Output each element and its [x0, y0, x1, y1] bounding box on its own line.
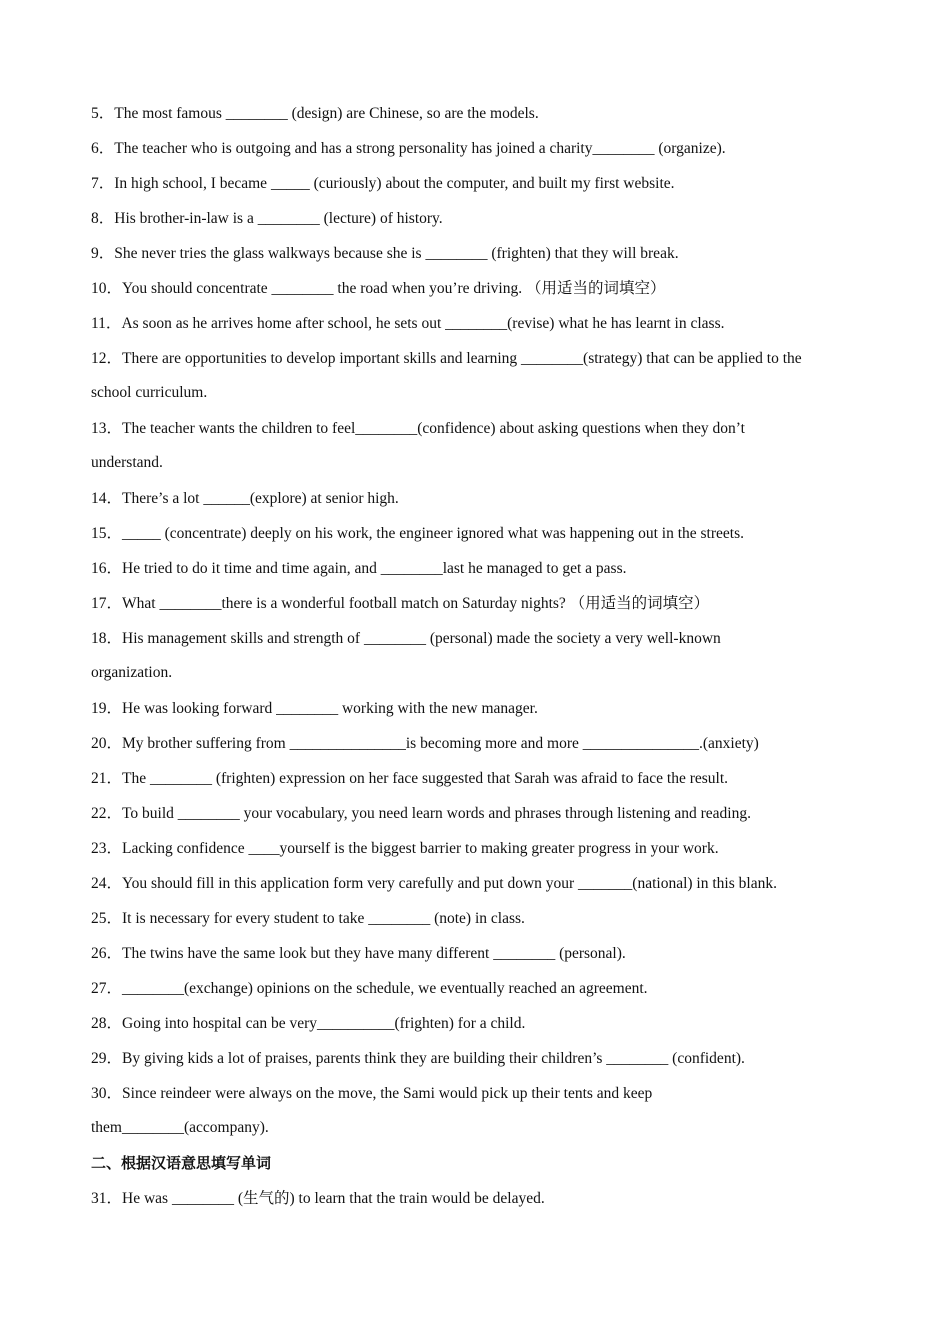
question-item [91, 341, 871, 376]
question-number: 15． [91, 525, 123, 542]
question-number: 7． [91, 175, 115, 192]
question-number: 30． [91, 1085, 123, 1102]
question-text: It is necessary for every student to take ________ (note) in class. [122, 910, 525, 927]
question-text: There’s a lot ______(explore) at senior high. [122, 490, 399, 507]
question-text: Going into hospital can be very__________(frighten) for a child. [122, 1015, 526, 1032]
question-item [91, 796, 871, 831]
question-continuation: school curriculum. [91, 384, 208, 401]
question-number: 24． [91, 875, 123, 892]
question-text: To build ________ your vocabulary, you need learn words and phrases through listening and reading. [122, 805, 751, 822]
question-number: 23． [91, 840, 123, 857]
question-number: 21． [91, 770, 123, 787]
question-number: 10． [91, 280, 123, 297]
question-item [91, 306, 871, 341]
question-item [91, 936, 871, 971]
question-number: 18． [91, 630, 123, 647]
question-text: His brother-in-law is a ________ (lecture) of history. [114, 210, 443, 227]
question-text: You should fill in this application form very carefully and put down your _______(national) in this blank. [122, 875, 777, 892]
question-text: ________(exchange) opinions on the schedule, we eventually reached an agreement. [122, 980, 648, 997]
question-item [91, 1006, 871, 1041]
question-item [91, 236, 871, 271]
question-item [91, 831, 871, 866]
question-number: 22． [91, 805, 123, 822]
question-item [91, 866, 871, 901]
question-item [91, 586, 871, 621]
question-continuation: them________(accompany). [91, 1119, 269, 1136]
question-item [91, 691, 871, 726]
question-item [91, 131, 871, 166]
question-item [91, 1076, 871, 1111]
question-continuation: organization. [91, 664, 173, 681]
question-number: 8． [91, 210, 115, 227]
question-text: There are opportunities to develop important skills and learning ________(strategy) that can be applied to the [122, 350, 802, 367]
question-item [91, 551, 871, 586]
question-item [91, 166, 871, 201]
question-item [91, 271, 871, 306]
question-text: She never tries the glass walkways because she is ________ (frighten) that they will break. [114, 245, 679, 262]
question-text: Since reindeer were always on the move, the Sami would pick up their tents and keep [122, 1085, 653, 1102]
question-text: You should concentrate ________ the road when you’re driving. （用适当的词填空） [122, 280, 666, 297]
question-item [91, 516, 871, 551]
question-text: As soon as he arrives home after school, he sets out ________(revise) what he has learnt in class. [121, 315, 725, 332]
section-heading: 二、根据汉语意思填写单词 [91, 1154, 272, 1172]
question-item [91, 1181, 871, 1216]
question-text: What ________there is a wonderful football match on Saturday nights? （用适当的词填空） [122, 595, 710, 612]
question-number: 25． [91, 910, 123, 927]
question-number: 9． [91, 245, 115, 262]
question-number: 27． [91, 980, 123, 997]
question-number: 11． [91, 315, 122, 332]
question-text: My brother suffering from _______________is becoming more and more _______________.(anxiety) [122, 735, 759, 752]
question-number: 19． [91, 700, 123, 717]
question-item [91, 1041, 871, 1076]
question-text: He was looking forward ________ working with the new manager. [122, 700, 538, 717]
question-text: He tried to do it time and time again, and ________last he managed to get a pass. [122, 560, 627, 577]
chinese-meaning-section [91, 1181, 871, 1216]
question-item [91, 971, 871, 1006]
question-item [91, 481, 871, 516]
question-text: His management skills and strength of ________ (personal) made the society a very well-known [122, 630, 721, 647]
question-number: 29． [91, 1050, 123, 1067]
question-item [91, 761, 871, 796]
question-item [91, 901, 871, 936]
question-continuation: understand. [91, 454, 163, 471]
question-number: 14． [91, 490, 123, 507]
question-number: 5． [91, 105, 115, 122]
question-text: _____ (concentrate) deeply on his work, the engineer ignored what was happening out in the streets. [122, 525, 744, 542]
question-text: The ________ (frighten) expression on her face suggested that Sarah was afraid to face the result. [122, 770, 729, 787]
worksheet-page [91, 96, 871, 1216]
question-number: 12． [91, 350, 123, 367]
question-text: Lacking confidence ____yourself is the biggest barrier to making greater progress in your work. [122, 840, 719, 857]
question-number: 16． [91, 560, 123, 577]
question-text: The teacher who is outgoing and has a strong personality has joined a charity________ (organize). [114, 140, 726, 157]
question-item [91, 726, 871, 761]
question-number: 31． [91, 1190, 123, 1207]
question-text: The most famous ________ (design) are Chinese, so are the models. [114, 105, 539, 122]
question-text: In high school, I became _____ (curiously) about the computer, and built my first website. [114, 175, 675, 192]
question-text: By giving kids a lot of praises, parents think they are building their children’s ________ (confident). [122, 1050, 745, 1067]
question-number: 6． [91, 140, 115, 157]
question-text: He was ________ (生气的) to learn that the train would be delayed. [122, 1190, 545, 1207]
question-number: 20． [91, 735, 123, 752]
question-item [91, 96, 871, 131]
question-number: 28． [91, 1015, 123, 1032]
question-number: 17． [91, 595, 123, 612]
question-number: 13． [91, 420, 123, 437]
fill-in-blank-section [91, 96, 871, 1146]
question-item [91, 201, 871, 236]
question-text: The teacher wants the children to feel________(confidence) about asking questions when they don’t [122, 420, 745, 437]
question-text: The twins have the same look but they have many different ________ (personal). [122, 945, 626, 962]
question-number: 26． [91, 945, 123, 962]
question-item [91, 621, 871, 656]
question-item [91, 411, 871, 446]
